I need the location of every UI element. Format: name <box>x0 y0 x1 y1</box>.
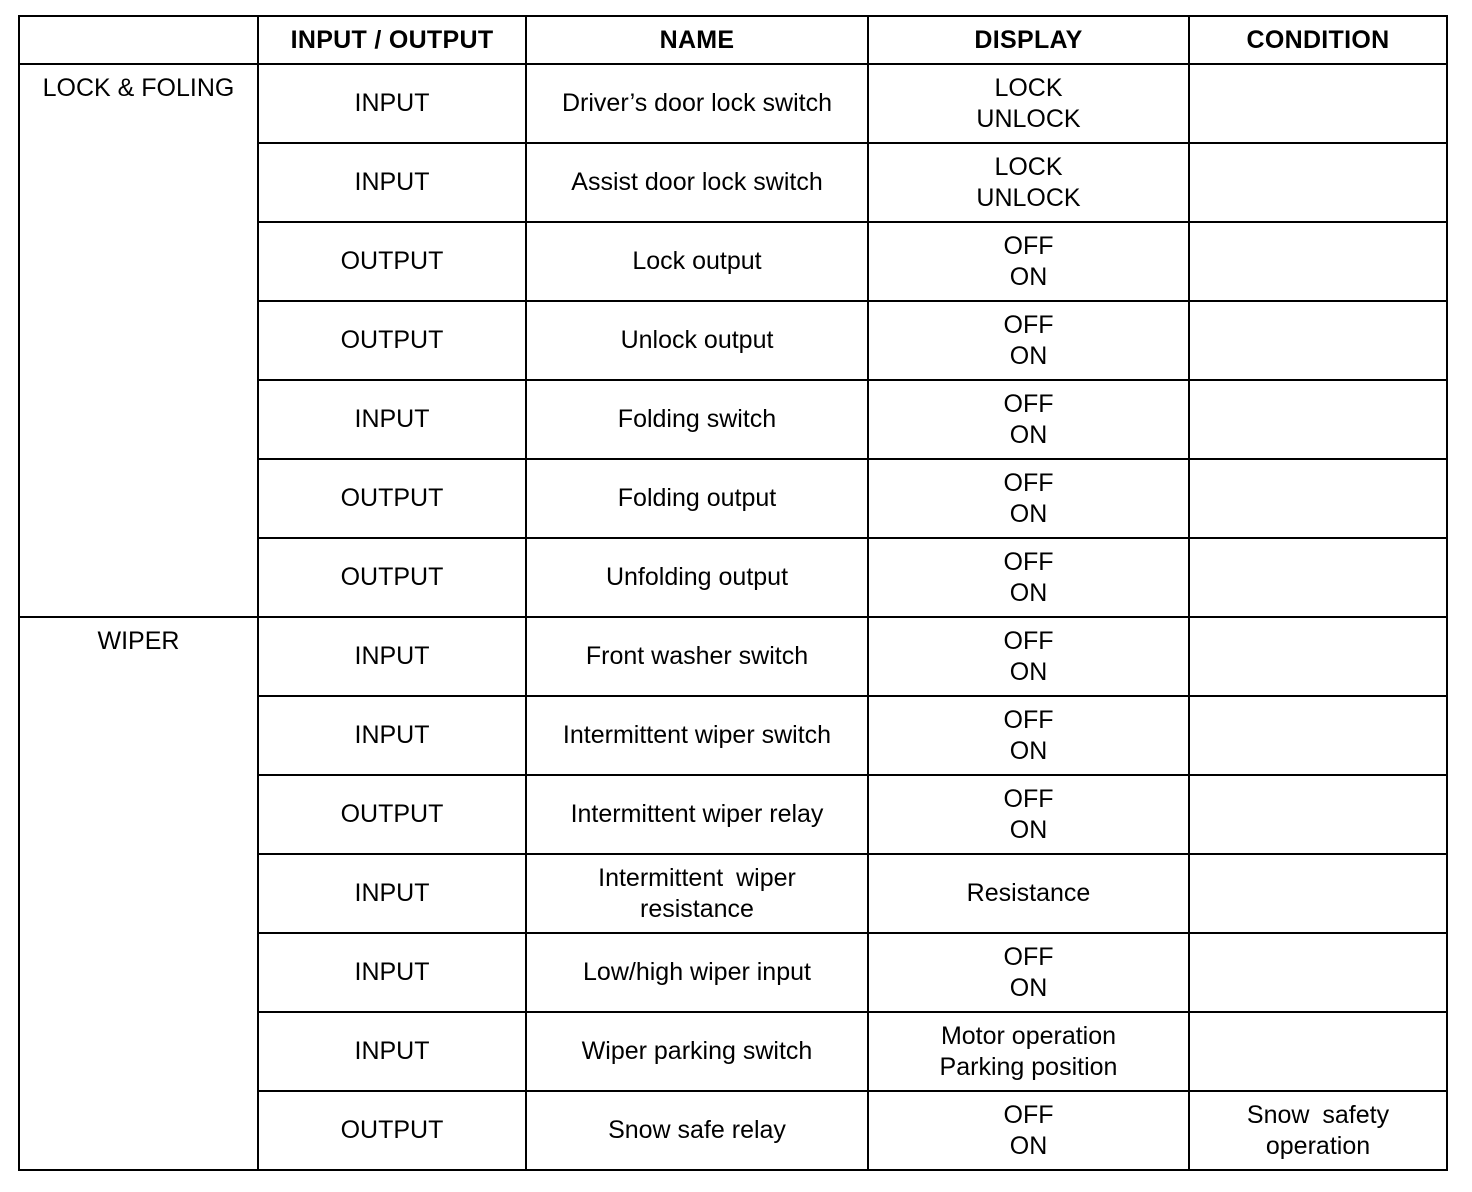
io-cell: INPUT <box>258 1012 526 1091</box>
display-line: Resistance <box>966 879 1091 907</box>
condition-cell <box>1189 933 1447 1012</box>
header-display: DISPLAY <box>868 16 1189 64</box>
display-line: ON <box>1009 657 1048 686</box>
display-cell <box>868 301 1189 380</box>
display-line: OFF <box>1003 1100 1054 1129</box>
display-cell <box>868 1091 1189 1170</box>
name-cell: Lock output <box>526 222 868 301</box>
io-cell: INPUT <box>258 696 526 775</box>
io-cell: INPUT <box>258 933 526 1012</box>
condition-cell <box>1189 301 1447 380</box>
group-label-lock-folding: LOCK & FOLING <box>19 64 258 617</box>
display-cell <box>868 854 1189 933</box>
condition-cell <box>1189 143 1447 222</box>
io-cell: INPUT <box>258 143 526 222</box>
display-line: UNLOCK <box>976 183 1081 212</box>
condition-cell <box>1189 1091 1447 1170</box>
display-line: OFF <box>1003 942 1054 971</box>
name-cell: Low/high wiper input <box>526 933 868 1012</box>
io-cell: OUTPUT <box>258 538 526 617</box>
condition-text: Snow safety operation <box>1246 1100 1390 1160</box>
condition-cell <box>1189 1012 1447 1091</box>
io-cell: OUTPUT <box>258 222 526 301</box>
display-line: ON <box>1009 262 1048 291</box>
display-cell <box>868 538 1189 617</box>
name-cell: Intermittent wiper switch <box>526 696 868 775</box>
table-row <box>19 64 1447 143</box>
name-cell <box>526 854 868 933</box>
display-cell <box>868 933 1189 1012</box>
condition-cell <box>1189 854 1447 933</box>
name-cell: Unlock output <box>526 301 868 380</box>
display-line: ON <box>1009 578 1048 607</box>
header-io: INPUT / OUTPUT <box>258 16 526 64</box>
group-label-wiper: WIPER <box>19 617 258 1170</box>
io-cell: INPUT <box>258 617 526 696</box>
display-line: OFF <box>1003 231 1054 260</box>
display-line: ON <box>1009 736 1048 765</box>
name-cell: Front washer switch <box>526 617 868 696</box>
condition-cell <box>1189 459 1447 538</box>
io-cell: OUTPUT <box>258 775 526 854</box>
header-name: NAME <box>526 16 868 64</box>
io-cell: OUTPUT <box>258 301 526 380</box>
header-row <box>19 16 1447 64</box>
display-cell <box>868 64 1189 143</box>
display-line: UNLOCK <box>976 104 1081 133</box>
io-cell: OUTPUT <box>258 459 526 538</box>
name-cell: Snow safe relay <box>526 1091 868 1170</box>
display-line: ON <box>1009 973 1048 1002</box>
name-cell: Folding output <box>526 459 868 538</box>
name-cell: Driver’s door lock switch <box>526 64 868 143</box>
name-cell: Folding switch <box>526 380 868 459</box>
display-line: ON <box>1009 815 1048 844</box>
display-line: ON <box>1009 499 1048 528</box>
io-cell: INPUT <box>258 380 526 459</box>
display-cell <box>868 696 1189 775</box>
display-line: ON <box>1009 341 1048 370</box>
display-line: Motor operation <box>940 1021 1117 1050</box>
display-cell <box>868 143 1189 222</box>
condition-cell <box>1189 775 1447 854</box>
name-text: Intermittent wiper resistance <box>598 863 796 923</box>
name-cell: Wiper parking switch <box>526 1012 868 1091</box>
io-cell: OUTPUT <box>258 1091 526 1170</box>
table-row <box>19 617 1447 696</box>
io-cell: INPUT <box>258 64 526 143</box>
condition-cell <box>1189 696 1447 775</box>
display-line: LOCK <box>994 152 1063 181</box>
display-line: OFF <box>1003 547 1054 576</box>
display-line: ON <box>1009 1131 1048 1160</box>
display-line: Parking position <box>939 1052 1118 1081</box>
display-cell <box>868 1012 1189 1091</box>
display-cell <box>868 617 1189 696</box>
condition-cell <box>1189 64 1447 143</box>
display-line: LOCK <box>994 73 1063 102</box>
name-cell: Unfolding output <box>526 538 868 617</box>
display-line: OFF <box>1003 784 1054 813</box>
display-line: OFF <box>1003 389 1054 418</box>
name-cell: Intermittent wiper relay <box>526 775 868 854</box>
condition-cell <box>1189 380 1447 459</box>
display-line: ON <box>1009 420 1048 449</box>
name-cell: Assist door lock switch <box>526 143 868 222</box>
display-cell <box>868 775 1189 854</box>
condition-cell <box>1189 617 1447 696</box>
condition-cell <box>1189 538 1447 617</box>
header-condition: CONDITION <box>1189 16 1447 64</box>
io-spec-table <box>18 15 1448 1171</box>
display-line: OFF <box>1003 310 1054 339</box>
condition-cell <box>1189 222 1447 301</box>
display-line: OFF <box>1003 626 1054 655</box>
display-line: OFF <box>1003 705 1054 734</box>
display-cell <box>868 380 1189 459</box>
display-cell <box>868 459 1189 538</box>
header-group <box>19 16 258 64</box>
display-line: OFF <box>1003 468 1054 497</box>
io-cell: INPUT <box>258 854 526 933</box>
display-cell <box>868 222 1189 301</box>
